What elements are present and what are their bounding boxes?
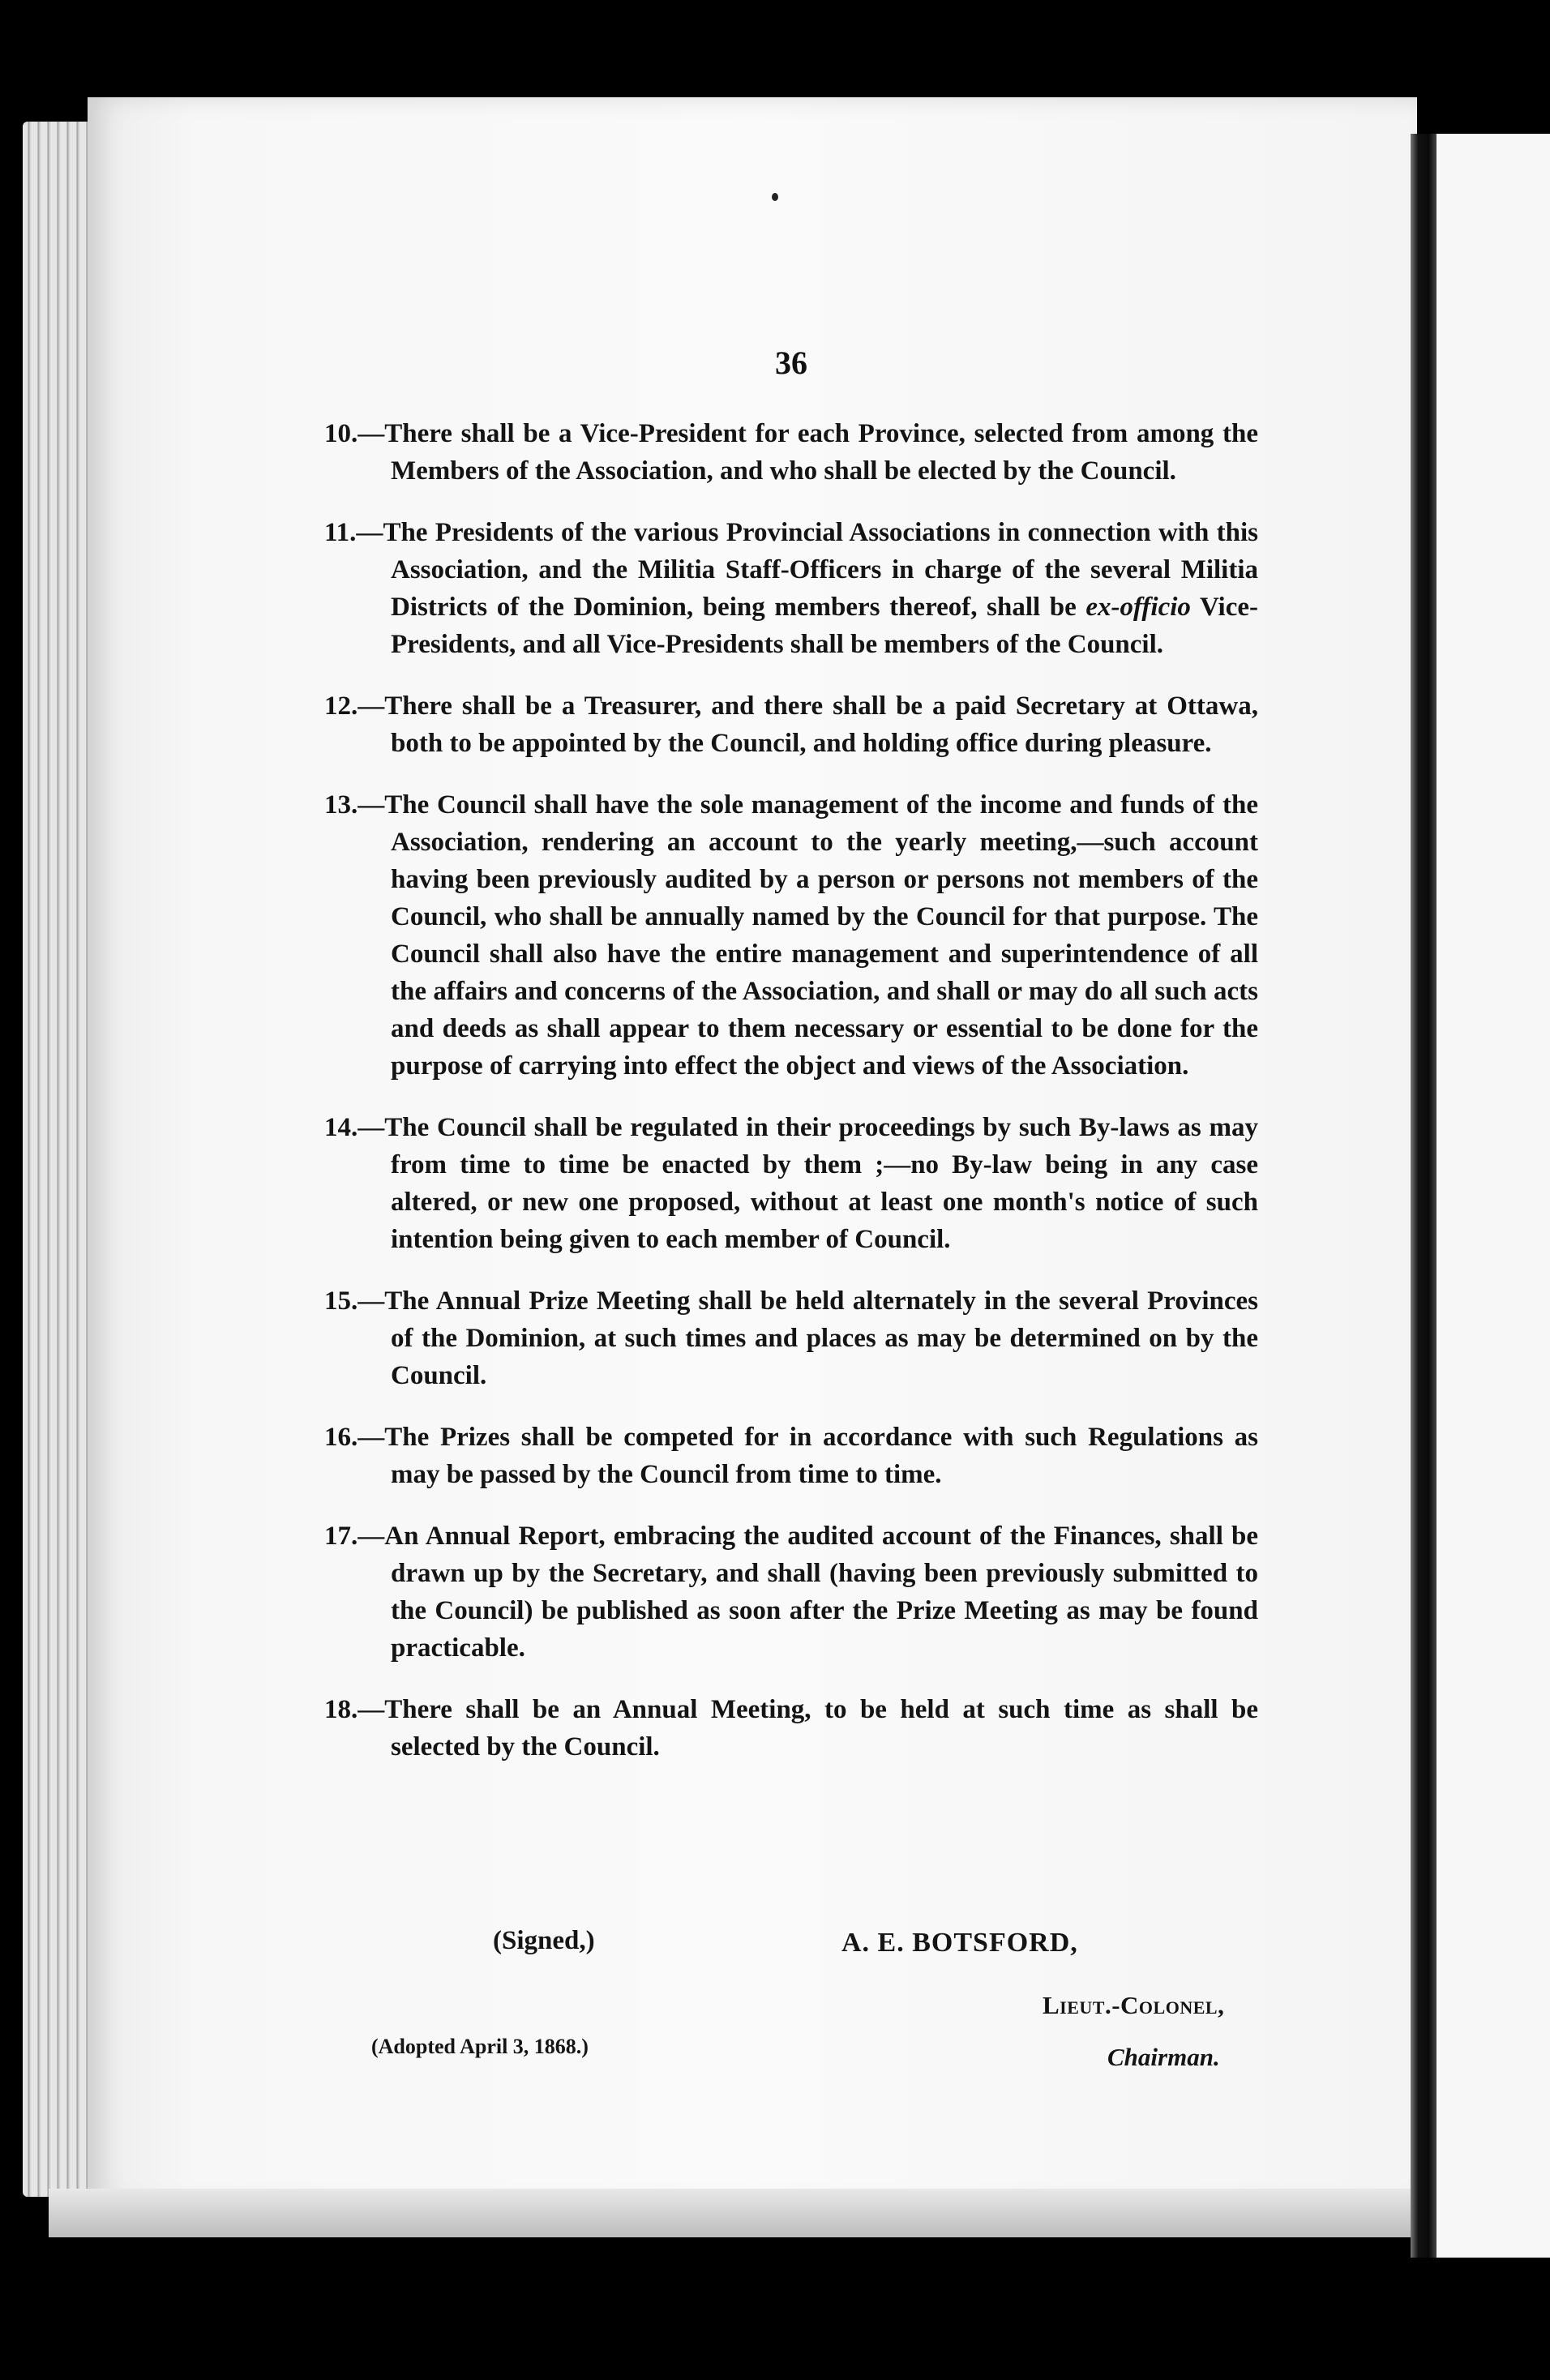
bylaw-item	[324, 1109, 1258, 1258]
bylaw-number: 11.—	[324, 518, 383, 547]
bylaw-item	[324, 514, 1258, 663]
ink-speck	[772, 193, 778, 201]
bylaw-item	[324, 786, 1258, 1085]
text-run: The Council shall have the sole management of the income and funds of the Association, rendering an account to the yearly meeting,—such account having been previously audited by a person or persons not members of the Council, who shall be annually named by the Council for that purpose. The Council shall also have the entire management and superintendence of all the affairs and concerns of the Association, and shall or may do all such acts and deeds as shall appear to them necessary or essential to be done for the purpose of carrying into effect the object and views of the Association.	[384, 790, 1258, 1081]
bylaw-list	[324, 415, 1258, 1790]
bylaw-number: 10.—	[324, 419, 385, 448]
text-run: The Council shall be regulated in their proceedings by such By-laws as may from time to time be enacted by them ;—no By-law being in any case altered, or new one proposed, without at least one month's notice of such intention being given to each member of Council.	[384, 1113, 1258, 1254]
bylaw-number: 18.—	[324, 1695, 385, 1724]
text-run: The Prizes shall be competed for in accordance with such Regulations as may be passed by the Council from time to time.	[384, 1423, 1258, 1489]
signer-rank: Lieut.-Colonel,	[1043, 1991, 1225, 2019]
bylaw-text	[324, 514, 1258, 663]
signer-role: Chairman.	[1107, 2043, 1220, 2071]
text-run: There shall be a Vice-President for each Province, selected from among the Members of the Association, and who shall be elected by the Council.	[384, 419, 1258, 486]
bylaw-text	[324, 1517, 1258, 1667]
text-run: An Annual Report, embracing the audited account of the Finances, shall be drawn up by the Secretary, and shall (having been previously submitted to the Council) be published as soon after the Prize Meeting as may be found practicable.	[384, 1522, 1258, 1663]
bylaw-item	[324, 687, 1258, 762]
bylaw-text	[324, 415, 1258, 490]
bylaw-number: 17.—	[324, 1522, 385, 1551]
signature-block	[0, 1926, 1550, 2088]
bylaw-number: 13.—	[324, 790, 385, 820]
bylaw-text	[324, 1419, 1258, 1493]
signed-label: (Signed,)	[493, 1926, 595, 1955]
text-run: Vice-Presidents, and all Vice-Presidents shall be members of the Council.	[391, 593, 1259, 659]
bylaw-text	[324, 786, 1258, 1085]
bylaw-number: 16.—	[324, 1423, 385, 1452]
adoption-date: (Adopted April 3, 1868.)	[371, 2035, 589, 2058]
bylaw-text	[324, 1691, 1258, 1766]
bylaw-text	[324, 1282, 1258, 1394]
bylaw-item	[324, 1419, 1258, 1493]
bylaw-number: 15.—	[324, 1286, 385, 1316]
signer-name: A. E. BOTSFORD,	[841, 1928, 1078, 1958]
bylaw-text	[324, 1109, 1258, 1258]
text-run: The Presidents of the various Provincial Associations in connection with this Association, and the Militia Staff-Officers in charge of the several Militia Districts of the Dominion, being members thereof, shall be	[383, 518, 1258, 622]
bylaw-item	[324, 415, 1258, 490]
text-run: There shall be an Annual Meeting, to be held at such time as shall be selected by the Council.	[384, 1695, 1258, 1761]
bylaw-item	[324, 1517, 1258, 1667]
text-run: The Annual Prize Meeting shall be held alternately in the several Provinces of the Dominion, at such times and places as may be determined on by the Council.	[384, 1286, 1258, 1390]
bylaw-text	[324, 687, 1258, 762]
page-number: 36	[775, 345, 807, 381]
page-bottom-edge	[49, 2189, 1427, 2237]
bylaw-number: 12.—	[324, 691, 385, 721]
bylaw-item	[324, 1691, 1258, 1766]
emphasis-text: ex-officio	[1085, 593, 1191, 622]
bylaw-number: 14.—	[324, 1113, 385, 1142]
bylaw-item	[324, 1282, 1258, 1394]
text-run: There shall be a Treasurer, and there shall be a paid Secretary at Ottawa, both to be appointed by the Council, and holding office during pleasure.	[384, 691, 1258, 758]
